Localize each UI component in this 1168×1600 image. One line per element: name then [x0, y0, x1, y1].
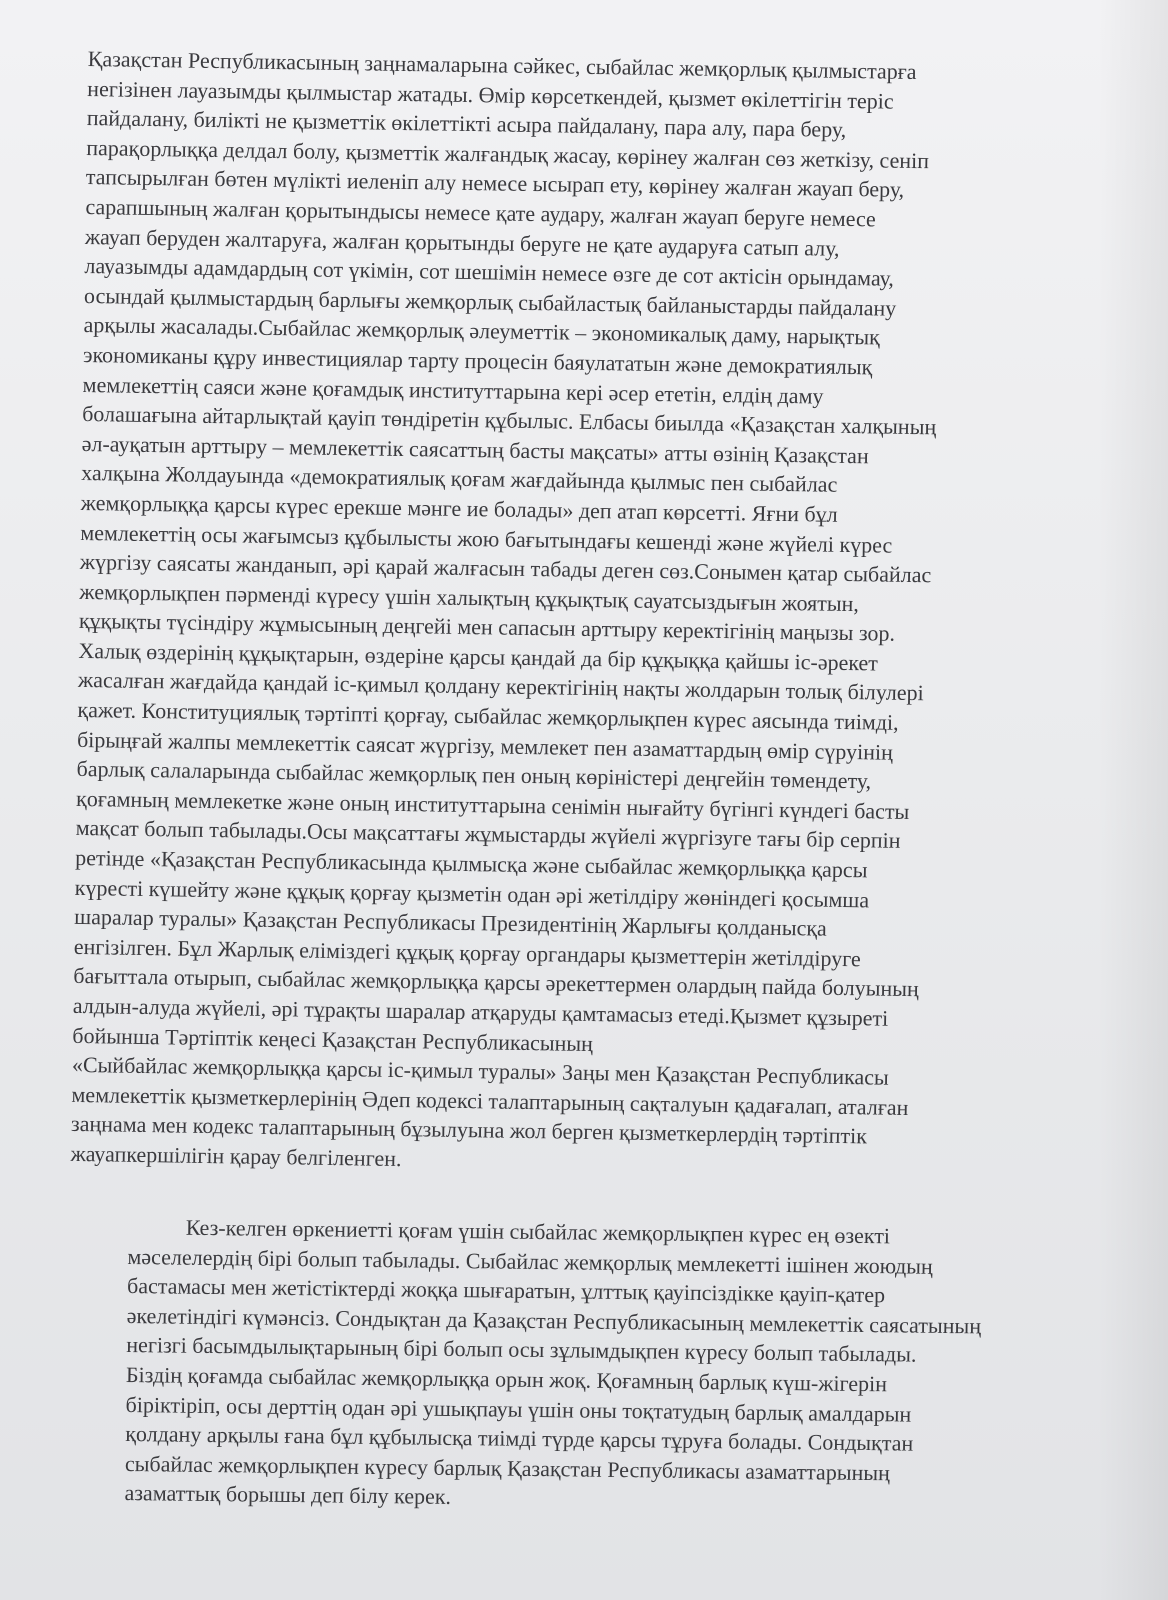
text-line: енгізілген. Бұл Жарлық еліміздегі құқық қорғау органдары қызметтерін жетілдіруге [73, 933, 861, 972]
paragraph-1 [70, 44, 1098, 1184]
page-shadow [1098, 0, 1168, 1600]
text-line: алдын-алуда жүйелі, әрі тұрақты шаралар атқаруды қамтамасыз етеді.Қызмет құзыреті [72, 992, 889, 1031]
text-line: бойынша Тәртіптік кеңесі Қазақстан Республикасының [72, 1022, 594, 1056]
text-line: біріктіріп, осы дерттің одан әрі ушықпауы үшін оны тоқтатудың барлық амалдарын [125, 1391, 912, 1427]
text-line: шаралар туралы» Қазақстан Республикасы Президентінің Жарлығы қолданысқа [74, 904, 828, 941]
text-line: «Сыйбайлас жемқорлыққа қарсы іс-қимыл туралы» Заңы мен Қазақстан Республикасы [71, 1052, 889, 1090]
text-line: мақсат болып табылады.Осы мақсаттағы жұмыстарды жүйелі жүргізуге тағы бір серпін [75, 815, 901, 854]
text-line: негізінен лауазымды қылмыстар жатады. Өмір көрсеткендей, қызмет өкілеттігін теріс [87, 75, 894, 114]
text-line: жемқорлықпен пәрменді күресу үшін халықтың құқықтық сауатсыздығын жоятын, [79, 578, 860, 616]
text-line: азаматтық борышы деп білу керек. [124, 1480, 452, 1510]
text-line: әл-ауқатын арттыру – мемлекеттік саясаттың басты мақсаты» атты өзінің Қазақстан [81, 430, 869, 469]
text-line: негізгі басымдылықтарының бірі болып осы зұлымдықпен күресу болып табылады. [126, 1332, 917, 1368]
text-line: болашағына айтарлықтай қауіп төндіретін құбылыс. Елбасы биылда «Қазақстан халқының [81, 401, 937, 440]
text-line: мәселелердің бірі болып табылады. Сыбайлас жемқорлық мемлекетті ішінен жоюдың [127, 1243, 933, 1279]
text-line: сыбайлас жемқорлықпен күресу барлық Қазақстан Республикасы азаматтарының [124, 1450, 891, 1486]
text-line: бағыттала отырып, сыбайлас жемқорлыққа қарсы әрекеттермен олардың пайда болуының [73, 963, 919, 1002]
text-line: әкелетіндігі күмәнсіз. Сондықтан да Қазақстан Республикасының мемлекеттік саясатының [126, 1302, 982, 1339]
text-line: лауазымды адамдардың сот үкімін, сот шешімін немесе өзге де сот актісін орындамау, [84, 253, 895, 291]
text-line: мемлекеттің осы жағымсыз құбылысты жою бағытындағы кешенді және жүйелі күрес [80, 519, 893, 558]
text-line: осындай қылмыстардың барлығы жемқорлық сыбайластық байланыстарды пайдалану [83, 282, 897, 321]
text-line: экономиканы құру инвестициялар тарту процесін баяулататын және демократиялық [82, 341, 873, 380]
text-line: Біздің қоғамда сыбайлас жемқорлыққа орын жоқ. Қоғамның барлық күш-жігерін [125, 1361, 888, 1397]
text-line: барлық салаларында сыбайлас жемқорлық пен оның көріністері деңгейін төмендету, [76, 756, 872, 794]
text-line: пайдалану, билікті не қызметтік өкілеттікті асыра пайдалану, пара алу, пара беру, [86, 105, 847, 143]
paragraph-2 [124, 1212, 1058, 1519]
text-line: күресті күшейту және құқық қорғау қызметін одан әрі жетілдіру жөніндегі қосымша [74, 874, 870, 912]
text-line: халқына Жолдауында «демократиялық қоғам жағдайында қылмыс пен сыбайлас [81, 460, 838, 498]
text-line: қолдану арқылы ғана бұл құбылысқа тиімді түрде қарсы тұруға болады. Сондықтан [125, 1421, 914, 1456]
text-line: Қазақстан Республикасының заңнамаларына сәйкес, сыбайлас жемқорлық қылмыстарға [87, 45, 917, 85]
text-line: арқылы жасалады.Сыбайлас жемқорлық әлеуметтік – экономикалық даму, нарықтық [83, 312, 880, 350]
text-line: парақорлыққа делдал болу, қызметтік жалғандық жасау, көрінеу жалған сөз жеткізу, сеніп [86, 134, 930, 174]
text-line: жасалған жағдайда қандай іс-қимыл қолдану керектігінің нақты жолдарын толық білулері [77, 667, 924, 706]
text-line: сарапшының жалған қорытындысы немесе қате аудару, жалған жауап беруге немесе [85, 193, 877, 232]
text-line: жауапкершілігін қарау белгіленген. [70, 1140, 402, 1172]
text-line: тапсырылған бөтен мүлікті иеленіп алу немесе ысырап ету, көрінеу жалған жауап беру, [85, 164, 905, 203]
text-line: жүргізу саясаты жанданып, әрі қарай жалғасын табады деген сөз.Сонымен қатар сыбайлас [79, 549, 932, 588]
text-line: заңнама мен кодекс талаптарының бұзылуына жол берген қызметкерлердің тәртіптік [70, 1111, 868, 1149]
text-line: мемлекеттік қызметкерлерінің Әдеп кодексі талаптарының сақталуын қадағалап, аталған [71, 1081, 909, 1120]
text-line: ретінде «Қазақстан Республикасында қылмысқа және сыбайлас жемқорлыққа қарсы [75, 844, 868, 883]
text-line: жауап беруден жалтаруға, жалған қорытынды беруге не қате аударуға сатып алу, [84, 223, 840, 261]
text-line: мемлекеттің саяси және қоғамдық институттарына кері әсер ететін, елдің даму [82, 371, 824, 409]
text-line: қоғамның мемлекетке және оның институттарына сенімін нығайту бүгінгі күндегі басты [75, 785, 910, 824]
text-line: бастамасы мен жетістіктерді жоққа шығаратын, ұлттық қауіпсіздікке қауіп-қатер [126, 1273, 886, 1308]
text-line: жемқорлыққа қарсы күрес ерекше мәнге ие болады» деп атап көрсетті. Яғни бұл [80, 489, 838, 527]
text-line: бірыңғай жалпы мемлекеттік саясат жүргізу, мемлекет пен азаматтардың өмір сүруінің [76, 726, 894, 765]
text-line: қажет. Конституциялық тәртіпті қорғау, сыбайлас жемқорлықпен күрес аясында тиімді, [77, 696, 899, 735]
text-line: Кез-келген өркениетті қоғам үшін сыбайлас жемқорлықпен күрес ең өзекті [185, 1214, 891, 1249]
text-line: құқықты түсіндіру жұмысының деңгейі мен сапасын арттыру керектігінің маңызы зор. [78, 608, 896, 647]
text-line: Халық өздерінің құқықтарын, өздеріне қарсы қандай да бір құқыққа қайшы іс-әрекет [78, 637, 879, 676]
